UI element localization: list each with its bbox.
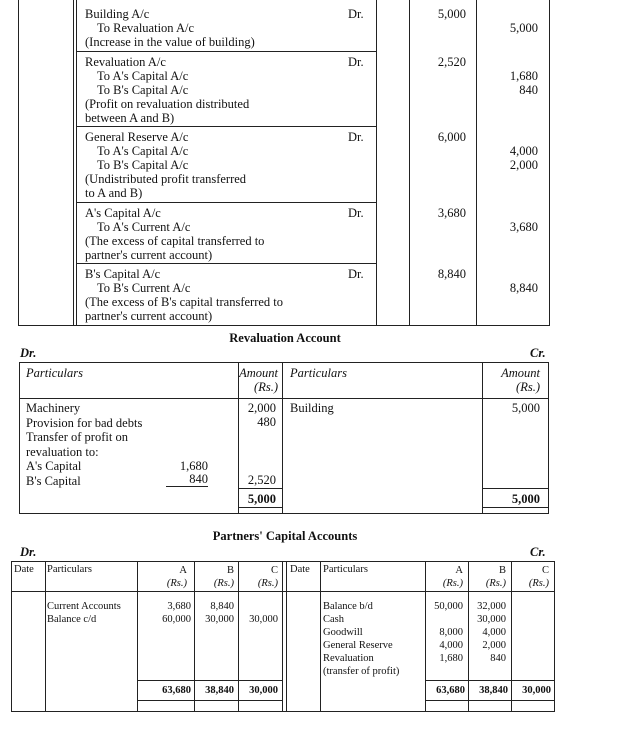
subtotal-amount: 2,520 bbox=[247, 473, 276, 487]
debit-amount: 6,000 bbox=[437, 130, 466, 144]
rs-label: (Rs.) bbox=[257, 578, 278, 589]
amount-header-label: Amount bbox=[501, 366, 540, 380]
dr-label: Dr. bbox=[348, 206, 364, 220]
amount-cell: 4,000 bbox=[439, 640, 463, 651]
amount-header bbox=[482, 366, 540, 394]
entry-line: To Revaluation A/c bbox=[97, 21, 195, 35]
journal-entry-5 bbox=[85, 267, 365, 323]
entry-narration: to A and B) bbox=[85, 186, 143, 200]
credit-total-c: 30,000 bbox=[522, 685, 551, 696]
col-b-label: B bbox=[226, 565, 234, 576]
building-label: Building bbox=[290, 401, 334, 415]
col-b-header bbox=[468, 564, 506, 590]
entry-narration: (The excess of capital transferred to bbox=[85, 234, 265, 248]
amount-cell bbox=[425, 613, 463, 626]
particular-item: Goodwill bbox=[323, 627, 363, 638]
entry-narration: (Profit on revaluation distributed bbox=[85, 97, 250, 111]
amount-cell: 8,840 bbox=[210, 601, 234, 612]
amount-cell: 8,000 bbox=[439, 627, 463, 638]
credit-col-b bbox=[468, 600, 506, 665]
journal-entry-2 bbox=[85, 55, 365, 125]
rs-label: (Rs.) bbox=[528, 578, 549, 589]
journal-entry-1 bbox=[85, 7, 365, 49]
debit-total-c: 30,000 bbox=[249, 685, 278, 696]
dr-label: Dr. bbox=[348, 55, 364, 69]
credit-total-b: 38,840 bbox=[479, 685, 508, 696]
entry-narration: (Undistributed profit transferred bbox=[85, 172, 247, 186]
col-b-header bbox=[194, 564, 234, 590]
journal-entry-4 bbox=[85, 206, 365, 262]
credit-amount: 8,840 bbox=[509, 281, 538, 295]
entry-line: To B's Current A/c bbox=[97, 281, 191, 295]
amount-cell: 1,680 bbox=[439, 653, 463, 664]
amount-cell bbox=[238, 600, 278, 613]
debit-amount: 8,840 bbox=[437, 267, 466, 281]
entry-narration: between A and B) bbox=[85, 111, 175, 125]
credit-amount: 5,000 bbox=[509, 21, 538, 35]
dr-label: Dr. bbox=[348, 7, 364, 21]
amount-header bbox=[238, 366, 278, 394]
particulars-header: Particulars bbox=[323, 564, 368, 575]
entry-narration: partner's current account) bbox=[85, 248, 213, 262]
col-a-label: A bbox=[179, 565, 187, 576]
credit-amount: 2,000 bbox=[509, 158, 538, 172]
cr-marker: Cr. bbox=[530, 545, 546, 559]
debit-col-a bbox=[137, 600, 191, 626]
entry-narration: partner's current account) bbox=[85, 309, 213, 323]
debit-amount: 3,680 bbox=[437, 206, 466, 220]
entry-line: To A's Current A/c bbox=[97, 220, 191, 234]
col-c-header bbox=[511, 564, 549, 590]
dr-label: Dr. bbox=[348, 130, 364, 144]
entry-line: To A's Capital A/c bbox=[97, 144, 189, 158]
capital-title: Partners' Capital Accounts bbox=[212, 529, 358, 543]
col-c-header bbox=[238, 564, 278, 590]
amount-header-label: Amount bbox=[239, 366, 278, 380]
rs-label: (Rs.) bbox=[166, 578, 187, 589]
revaluation-title: Revaluation Account bbox=[229, 331, 341, 345]
debit-amount: 2,520 bbox=[437, 55, 466, 69]
rs-label: (Rs.) bbox=[213, 578, 234, 589]
building-amount: 5,000 bbox=[511, 401, 540, 415]
entry-line: General Reserve A/c bbox=[85, 130, 189, 144]
transfer-label: Transfer of profit on bbox=[26, 430, 128, 444]
particulars-header: Particulars bbox=[47, 564, 92, 575]
col-a-header bbox=[425, 564, 463, 590]
entry-narration: (Increase in the value of building) bbox=[85, 35, 255, 49]
col-a-header bbox=[137, 564, 187, 590]
machinery-amount: 2,000 bbox=[247, 401, 276, 415]
particular-item: Cash bbox=[323, 614, 344, 625]
credit-col-a bbox=[425, 600, 463, 665]
particulars-header: Particulars bbox=[290, 366, 347, 380]
dr-label: Dr. bbox=[348, 267, 364, 281]
entry-narration: (The excess of B's capital transferred to bbox=[85, 295, 284, 309]
col-c-label: C bbox=[541, 565, 549, 576]
debit-total-b: 38,840 bbox=[205, 685, 234, 696]
amount-cell: 30,000 bbox=[205, 614, 234, 625]
col-a-label: A bbox=[455, 565, 463, 576]
date-header: Date bbox=[14, 564, 34, 575]
credit-amount: 3,680 bbox=[509, 220, 538, 234]
particular-item: Current Accounts bbox=[47, 601, 121, 612]
b-capital-label: B's Capital bbox=[26, 473, 81, 488]
machinery-label: Machinery bbox=[26, 401, 81, 415]
bad-debts-label: Provision for bad debts bbox=[26, 415, 143, 430]
debit-total: 5,000 bbox=[247, 492, 276, 506]
dr-marker: Dr. bbox=[20, 346, 37, 360]
credit-amount: 1,680 bbox=[509, 69, 538, 83]
debit-particulars bbox=[47, 600, 121, 626]
entry-line: Building A/c bbox=[85, 7, 150, 21]
journal-entry-3 bbox=[85, 130, 365, 200]
debit-col-c bbox=[238, 600, 278, 626]
entry-line: Revaluation A/c bbox=[85, 55, 166, 69]
entry-line: A's Capital A/c bbox=[85, 206, 161, 220]
amount-cell: 4,000 bbox=[482, 627, 506, 638]
particular-item: Balance c/d bbox=[47, 614, 97, 625]
col-c-label: C bbox=[270, 565, 278, 576]
entry-line: B's Capital A/c bbox=[85, 267, 161, 281]
particular-item: (transfer of profit) bbox=[323, 666, 400, 677]
revaluation-debit-particulars bbox=[26, 401, 142, 488]
amount-cell: 50,000 bbox=[434, 601, 463, 612]
debit-amount: 5,000 bbox=[437, 7, 466, 21]
b-capital-amount: 840 bbox=[166, 473, 208, 487]
debit-col-b bbox=[194, 600, 234, 626]
amount-cell: 30,000 bbox=[477, 614, 506, 625]
transfer-label: revaluation to: bbox=[26, 444, 99, 459]
particular-item: Revaluation bbox=[323, 653, 374, 664]
amount-cell: 30,000 bbox=[249, 614, 278, 625]
credit-total-a: 63,680 bbox=[436, 685, 465, 696]
entry-line: To B's Capital A/c bbox=[97, 158, 189, 172]
debit-total-a: 63,680 bbox=[162, 685, 191, 696]
rs-header-label: (Rs.) bbox=[254, 380, 278, 394]
amount-cell: 2,000 bbox=[482, 640, 506, 651]
rs-label: (Rs.) bbox=[485, 578, 506, 589]
cr-marker: Cr. bbox=[530, 346, 546, 360]
particular-item: Balance b/d bbox=[323, 601, 373, 612]
dr-marker: Dr. bbox=[20, 545, 37, 559]
amount-cell: 3,680 bbox=[167, 601, 191, 612]
rs-label: (Rs.) bbox=[442, 578, 463, 589]
credit-amount: 840 bbox=[519, 83, 538, 97]
entry-line: To B's Capital A/c bbox=[97, 83, 189, 97]
amount-cell: 60,000 bbox=[162, 614, 191, 625]
amount-cell: 32,000 bbox=[477, 601, 506, 612]
bad-debts-amount: 480 bbox=[257, 415, 276, 429]
entry-line: To A's Capital A/c bbox=[97, 69, 189, 83]
credit-total: 5,000 bbox=[511, 492, 540, 506]
credit-amount: 4,000 bbox=[509, 144, 538, 158]
a-capital-label: A's Capital bbox=[26, 459, 82, 473]
credit-particulars bbox=[323, 600, 399, 678]
col-b-label: B bbox=[498, 565, 506, 576]
amount-cell: 840 bbox=[490, 653, 506, 664]
a-capital-amount: 1,680 bbox=[179, 459, 208, 473]
particular-item: General Reserve bbox=[323, 640, 393, 651]
rs-header-label: (Rs.) bbox=[516, 380, 540, 394]
date-header: Date bbox=[290, 564, 310, 575]
particulars-header: Particulars bbox=[26, 366, 83, 380]
